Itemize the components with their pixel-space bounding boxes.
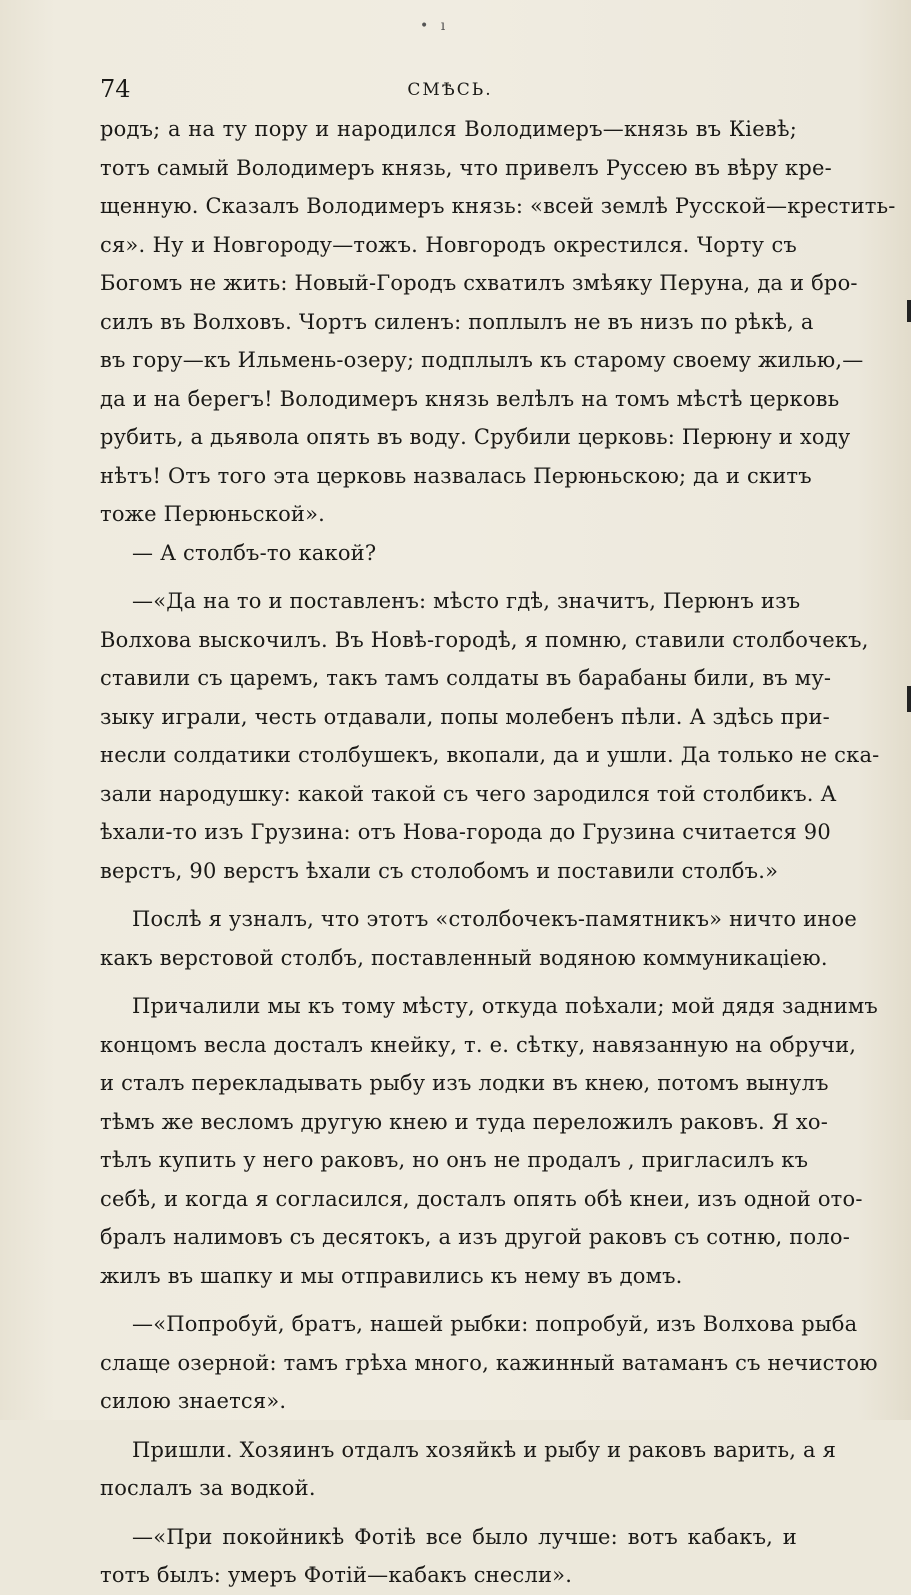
text-line: послалъ за водкой. xyxy=(100,1476,316,1500)
text-line: концомъ весла досталъ кнейку, т. е. сѣтку, навязанную на обручи, xyxy=(100,1032,857,1057)
text-line: нѣтъ! Отъ того эта церковь назвалась Перюньскою; да и скитъ xyxy=(100,463,812,488)
text-line: родъ; а на ту пору и народился Володимеръ—князь въ Кіевѣ; xyxy=(100,117,797,141)
text-line: тоже Перюньской». xyxy=(100,502,326,526)
edge-mark xyxy=(907,300,911,322)
text-line: Причалили мы къ тому мѣсту, откуда поѣхали; мой дядя заднимъ xyxy=(132,994,878,1018)
paragraph-gap xyxy=(100,1508,797,1518)
text-line: — А столбъ-то какой? xyxy=(132,540,377,565)
text-line: Богомъ не жить: Новый-Городъ схватилъ змѣяку Перуна, да и бро- xyxy=(100,271,858,295)
text-line: жилъ въ шапку и мы отправились къ нему въ домъ. xyxy=(100,1263,683,1288)
text-line: рубить, а дьявола опять въ воду. Срубили церковь: Перюну и ходу xyxy=(100,425,851,449)
text-line: Пришли. Хозяинъ отдалъ хозяйкѣ и рыбу и раковъ варить, а я xyxy=(132,1437,837,1462)
top-printer-mark: • ı xyxy=(420,18,450,34)
text-line: тѣмъ же весломъ другую кнею и туда переложилъ раковъ. Я хо- xyxy=(100,1109,829,1134)
text-line: въ гору—къ Ильмень-озеру; подплылъ къ старому своему жилью,— xyxy=(100,348,864,372)
text-line: и сталъ перекладывать рыбу изъ лодки въ кнею, потомъ вынулъ xyxy=(100,1071,829,1095)
text-line: несли солдатики столбушекъ, вкопали, да и ушли. Да только не ска- xyxy=(100,743,880,767)
paragraph-gap xyxy=(100,977,797,987)
text-line: тѣлъ купить у него раковъ, но онъ не продалъ , пригласилъ къ xyxy=(100,1148,809,1172)
body-text xyxy=(100,110,896,1595)
text-line: верстъ, 90 верстъ ѣхали съ столобомъ и поставили столбъ.» xyxy=(100,858,779,883)
page-number: 74 xyxy=(100,75,131,103)
text-line: силъ въ Волховъ. Чортъ силенъ: поплылъ не въ низъ по рѣкѣ, а xyxy=(100,309,814,334)
text-line: ѣхали-то изъ Грузина: отъ Нова-города до Грузина считается 90 xyxy=(100,820,831,844)
running-title: СМѢСЬ. xyxy=(407,80,493,100)
text-line: —«При покойникѣ Фотіѣ все было лучше: вотъ кабакъ, и xyxy=(132,1524,797,1549)
text-line: себѣ, и когда я согласился, досталъ опять обѣ кнеи, изъ одной ото- xyxy=(100,1186,863,1211)
text-line: зыку играли, честь отдавали, попы молебенъ пѣли. А здѣсь при- xyxy=(100,704,830,729)
edge-mark xyxy=(907,686,911,712)
text-line: щенную. Сказалъ Володимеръ князь: «всей землѣ Русской—крестить- xyxy=(100,194,896,218)
paragraph-gap xyxy=(100,572,797,582)
text-line: ставили съ царемъ, такъ тамъ солдаты въ барабаны били, въ му- xyxy=(100,666,832,690)
text-line: —«Попробуй, братъ, нашей рыбки: попробуй, изъ Волхова рыба xyxy=(132,1312,858,1336)
page-header xyxy=(100,74,800,104)
text-line: бралъ налимовъ съ десятокъ, а изъ другой раковъ съ сотню, поло- xyxy=(100,1225,851,1249)
text-line: ся». Ну и Новгороду—тожъ. Новгородъ окрестился. Чорту съ xyxy=(100,232,797,257)
text-line: тотъ самый Володимеръ князь, что привелъ Руссею въ вѣру кре- xyxy=(100,155,832,180)
text-line: какъ верстовой столбъ, поставленный водяною коммуникаціею. xyxy=(100,945,828,970)
text-line: зали народушку: какой такой съ чего зародился той столбикъ. А xyxy=(100,781,837,806)
text-line: силою знается». xyxy=(100,1389,287,1413)
text-line: Волхова выскочилъ. Въ Новѣ-городѣ, я помню, ставили столбочекъ, xyxy=(100,627,869,652)
paragraph-gap xyxy=(100,1421,797,1431)
text-line: тотъ былъ: умеръ Фотій—кабакъ снесли». xyxy=(100,1563,573,1587)
text-line: да и на берегъ! Володимеръ князь велѣлъ на томъ мѣстѣ церковь xyxy=(100,386,840,411)
text-line: —«Да на то и поставленъ: мѣсто гдѣ, значитъ, Перюнъ изъ xyxy=(132,589,801,613)
text-line: слаще озерной: тамъ грѣха много, кажинный ватаманъ съ нечистою xyxy=(100,1350,878,1375)
paragraph-gap xyxy=(100,890,797,900)
paragraph-gap xyxy=(100,1295,797,1305)
text-line: Послѣ я узналъ, что этотъ «столбочекъ-памятникъ» ничто иное xyxy=(132,907,857,931)
